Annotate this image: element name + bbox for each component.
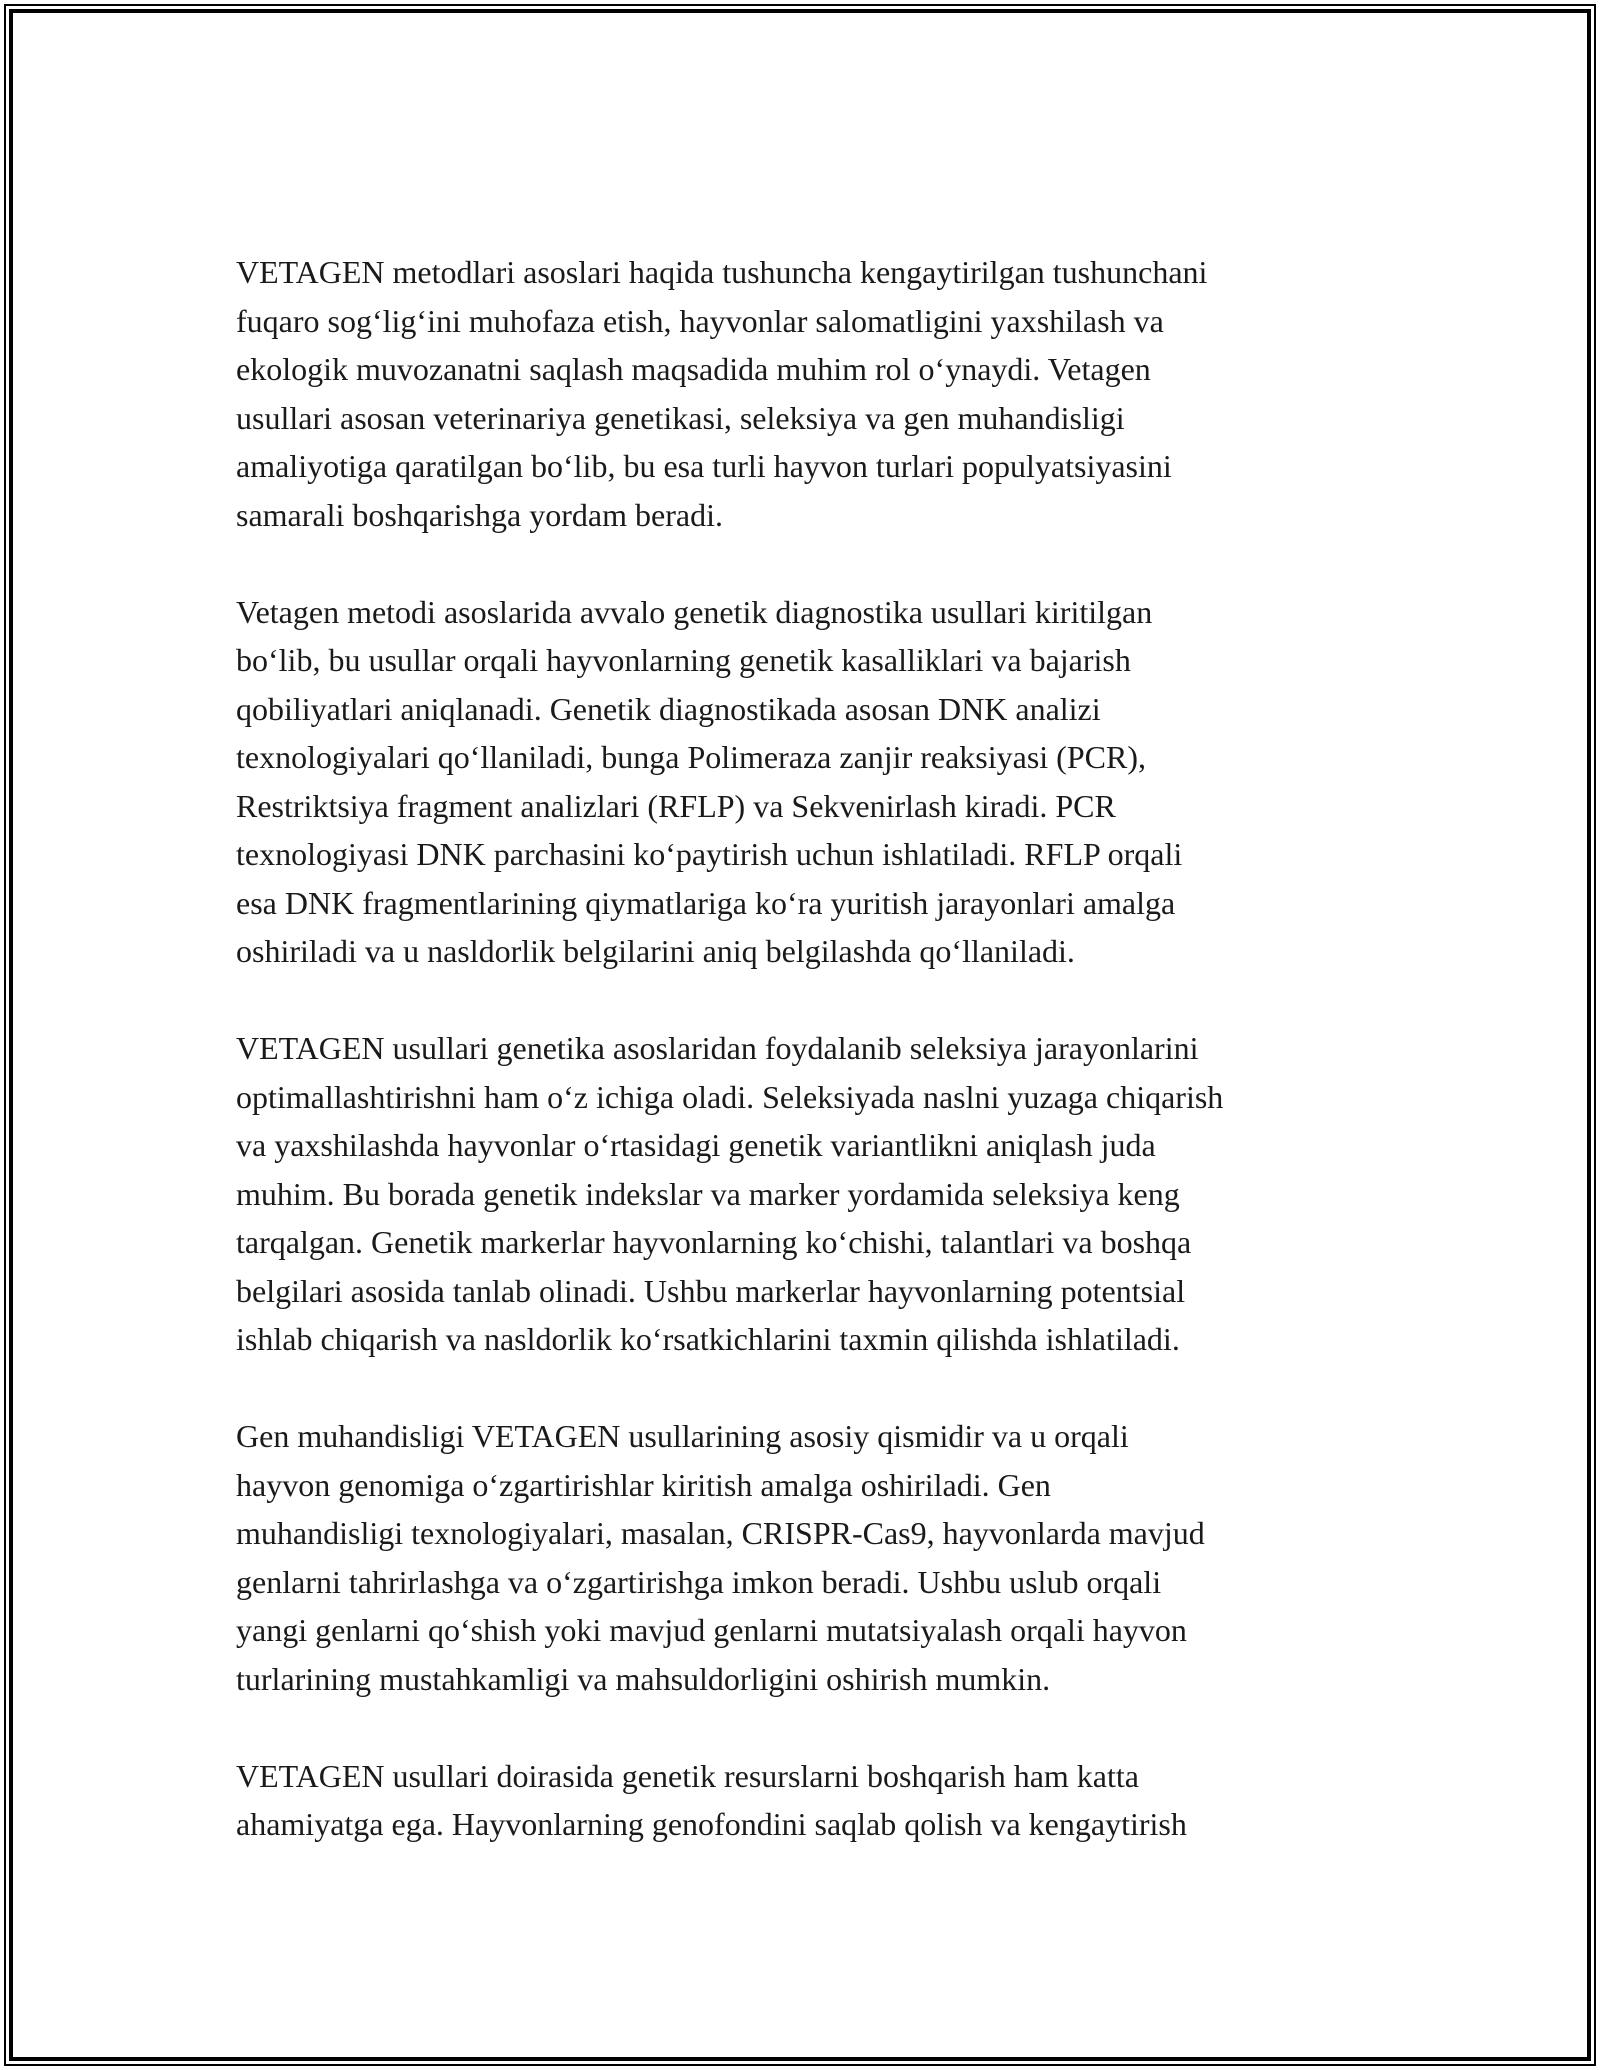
text-line: esa DNK fragmentlarining qiymatlariga ko‘ra yuritish jarayonlari amalga: [236, 884, 1176, 921]
text-line: VETAGEN metodlari asoslari haqida tushuncha kengaytirilgan tushunchani: [236, 254, 1208, 290]
text-line: oshiriladi va u nasldorlik belgilarini aniq belgilashda qo‘llaniladi.: [236, 933, 1075, 969]
paragraph-1: [236, 248, 1376, 539]
text-line: Gen muhandisligi VETAGEN usullarining asosiy qismidir va u orqali: [236, 1418, 1129, 1454]
text-line: qobiliyatlari aniqlanadi. Genetik diagnostikada asosan DNK analizi: [236, 690, 1101, 727]
text-line: genlarni tahrirlashga va o‘zgartirishga imkon beradi. Ushbu uslub orqali: [236, 1563, 1162, 1600]
text-line: belgilari asosida tanlab olinadi. Ushbu markerlar hayvonlarning potentsial: [236, 1272, 1186, 1309]
text-line: amaliyotiga qaratilgan bo‘lib, bu esa turli hayvon turlari populyatsiyasini: [236, 448, 1172, 484]
text-line: muhandisligi texnologiyalari, masalan, CRISPR-Cas9, hayvonlarda mavjud: [236, 1515, 1205, 1551]
text-line: fuqaro sog‘lig‘ini muhofaza etish, hayvonlar salomatligini yaxshilash va: [236, 302, 1164, 339]
text-line: ishlab chiqarish va nasldorlik ko‘rsatkichlarini taxmin qilishda ishlatiladi.: [236, 1321, 1180, 1357]
text-line: usullari asosan veterinariya genetikasi, seleksiya va gen muhandisligi: [236, 399, 1125, 436]
text-line: ekologik muvozanatni saqlash maqsadida muhim rol o‘ynaydi. Vetagen: [236, 351, 1151, 387]
text-line: texnologiyasi DNK parchasini ko‘paytirish uchun ishlatiladi. RFLP orqali: [236, 836, 1183, 872]
paragraph-4: [236, 1412, 1376, 1703]
paragraph-5: [236, 1752, 1376, 1849]
text-line: samarali boshqarishga yordam beradi.: [236, 496, 723, 533]
text-line: ahamiyatga ega. Hayvonlarning genofondini saqlab qolish va kengaytirish: [236, 1806, 1187, 1842]
text-line: texnologiyalari qo‘llaniladi, bunga Polimeraza zanjir reaksiyasi (PCR),: [236, 739, 1146, 775]
paragraph-2: [236, 588, 1376, 976]
text-line: VETAGEN usullari doirasida genetik resurslarni boshqarish ham katta: [236, 1757, 1139, 1794]
text-line: va yaxshilashda hayvonlar o‘rtasidagi genetik variantlikni aniqlash juda: [236, 1127, 1156, 1163]
text-line: tarqalgan. Genetik markerlar hayvonlarning ko‘chishi, talantlari va boshqa: [236, 1224, 1192, 1260]
text-line: bo‘lib, bu usullar orqali hayvonlarning genetik kasalliklari va bajarish: [236, 642, 1131, 678]
text-line: yangi genlarni qo‘shish yoki mavjud genlarni mutatsiyalash orqali hayvon: [236, 1612, 1187, 1648]
document-body: [236, 248, 1376, 1897]
text-line: turlarining mustahkamligi va mahsuldorligini oshirish mumkin.: [236, 1660, 1051, 1697]
text-line: Vetagen metodi asoslarida avvalo genetik diagnostika usullari kiritilgan: [236, 593, 1153, 630]
paragraph-3: [236, 1024, 1376, 1364]
text-line: Restriktsiya fragment analizlari (RFLP) va Sekvenirlash kiradi. PCR: [236, 787, 1116, 824]
text-line: hayvon genomiga o‘zgartirishlar kiritish amalga oshiriladi. Gen: [236, 1466, 1051, 1503]
text-line: optimallashtirishni ham o‘z ichiga oladi. Seleksiyada naslni yuzaga chiqarish: [236, 1078, 1224, 1115]
text-line: VETAGEN usullari genetika asoslaridan foydalanib seleksiya jarayonlarini: [236, 1030, 1199, 1066]
text-line: muhim. Bu borada genetik indekslar va marker yordamida seleksiya keng: [236, 1175, 1180, 1212]
